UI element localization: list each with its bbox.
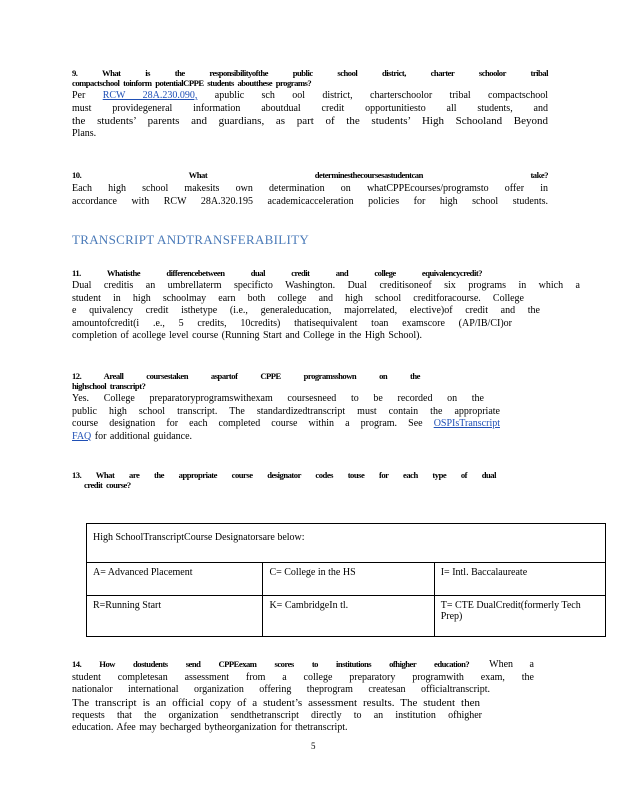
question-9-line4: Plans. xyxy=(72,127,97,139)
question-13 xyxy=(72,470,496,490)
designator-cell: I= Intl. Baccalaureate xyxy=(434,563,605,596)
question-10 xyxy=(72,170,548,208)
question-12-line1: Yes. College preparatoryprogramswithexam coursesneed to be recorded on the xyxy=(72,393,484,404)
question-10-line2: accordance with RCW 28A.320.195 academicacceleration policies for high school students. xyxy=(72,195,548,207)
question-13-heading-line2: credit course? xyxy=(84,480,131,490)
question-12-line2: public high school transcript. The standardizedtranscript must contain the appropriate xyxy=(72,405,500,417)
question-9-line3: the students’ parents and guardians, as part of the students’ High Schooland Beyond xyxy=(72,115,548,128)
question-11-line2: student in high schoolmay earn both college and high school creditforacourse. College xyxy=(72,292,524,304)
question-11-line1: Dual creditis an umbrellaterm specificto Washington. Dual creditisoneof six programs in which a xyxy=(72,280,580,291)
question-14-heading: 14. How dostudents send CPPEexam scores to institutions ofhigher education? xyxy=(72,659,470,669)
question-11-line5: completion of acollege level course (Running Start and College in the High School). xyxy=(72,330,422,342)
question-14-line1-end: When a xyxy=(489,659,534,670)
question-11 xyxy=(72,268,580,343)
question-14-line6: education. Afee may becharged bytheorganization for thetranscript. xyxy=(72,722,348,734)
page-number: 5 xyxy=(311,741,316,751)
designator-table xyxy=(86,523,606,637)
designator-table-header: High SchoolTranscriptCourse Designatorsare below: xyxy=(87,524,606,563)
question-10-line1: Each high school makesits own determination on whatCPPEcourses/programsto offer in xyxy=(72,183,548,194)
designator-cell: K= CambridgeIn tl. xyxy=(263,596,434,637)
designator-cell: T= CTE DualCredit(formerly Tech Prep) xyxy=(434,596,605,637)
question-12 xyxy=(72,371,500,443)
question-12-heading-line2: highschool transcript? xyxy=(72,381,146,391)
question-12-line3: course designation for each completed course within a program. See xyxy=(72,418,423,430)
section-title: TRANSCRIPT ANDTRANSFERABILITY xyxy=(72,232,310,247)
question-12-line4: for additional guidance. xyxy=(94,430,193,442)
faq-link[interactable]: FAQ xyxy=(72,430,92,442)
question-9-line1: apublic sch ool district, charterschoolor tribal compactschool xyxy=(214,90,548,101)
question-11-line4: amountofcredit(i .e., 5 credits, 10credits) thatisequivalent toan examscore (AP/IB/CI)or xyxy=(72,317,512,329)
question-13-heading-line1: 13. What are the appropriate course designator codes touse for each type of dual xyxy=(72,470,496,480)
rcw-28a230090-link[interactable]: RCW 28A.230.090, xyxy=(102,90,198,101)
designator-cell: A= Advanced Placement xyxy=(87,563,263,596)
question-9-prefix: Per xyxy=(72,90,86,101)
question-11-line3: e quivalency credit isthetype (i.e., generaleducation, majorrelated, elective)of credit and the xyxy=(72,305,540,317)
question-9-line2: must providegeneral information aboutdual credit opportunitiesto all students, and xyxy=(72,102,548,114)
question-14-line3: nationalor international organization offering theprogram createsan officialtranscript. xyxy=(72,684,490,696)
question-14-line5: requests that the organization sendthetranscript directly to an institution ofhigher xyxy=(72,709,482,721)
question-10-heading: 10. What determinesthecoursesastudentcan take? xyxy=(72,170,548,180)
question-9 xyxy=(72,68,548,140)
question-11-heading: 11. Whatisthe differencebetween dual credit and college equivalencycredit? xyxy=(72,268,482,278)
designator-cell: C= College in the HS xyxy=(263,563,434,596)
question-9-heading-line2: compactschool toinform potentialCPPE students aboutthese programs? xyxy=(72,78,312,88)
question-14-line2: student completesan assessment from a college preparatory programwith exam, the xyxy=(72,671,534,683)
designator-cell: R=Running Start xyxy=(87,596,263,637)
question-9-heading-line1: 9. What is the responsibilityofthe public school district, charter schoolor tribal xyxy=(72,68,548,78)
question-14-line4: The transcript is an official copy of a student’s assessment results. The student then xyxy=(72,696,480,709)
question-12-heading-line1: 12. Areall coursestaken aspartof CPPE programsshown on the xyxy=(72,371,420,381)
ospi-transcript-link[interactable]: OSPIsTranscript xyxy=(433,418,500,430)
question-14 xyxy=(72,659,534,735)
